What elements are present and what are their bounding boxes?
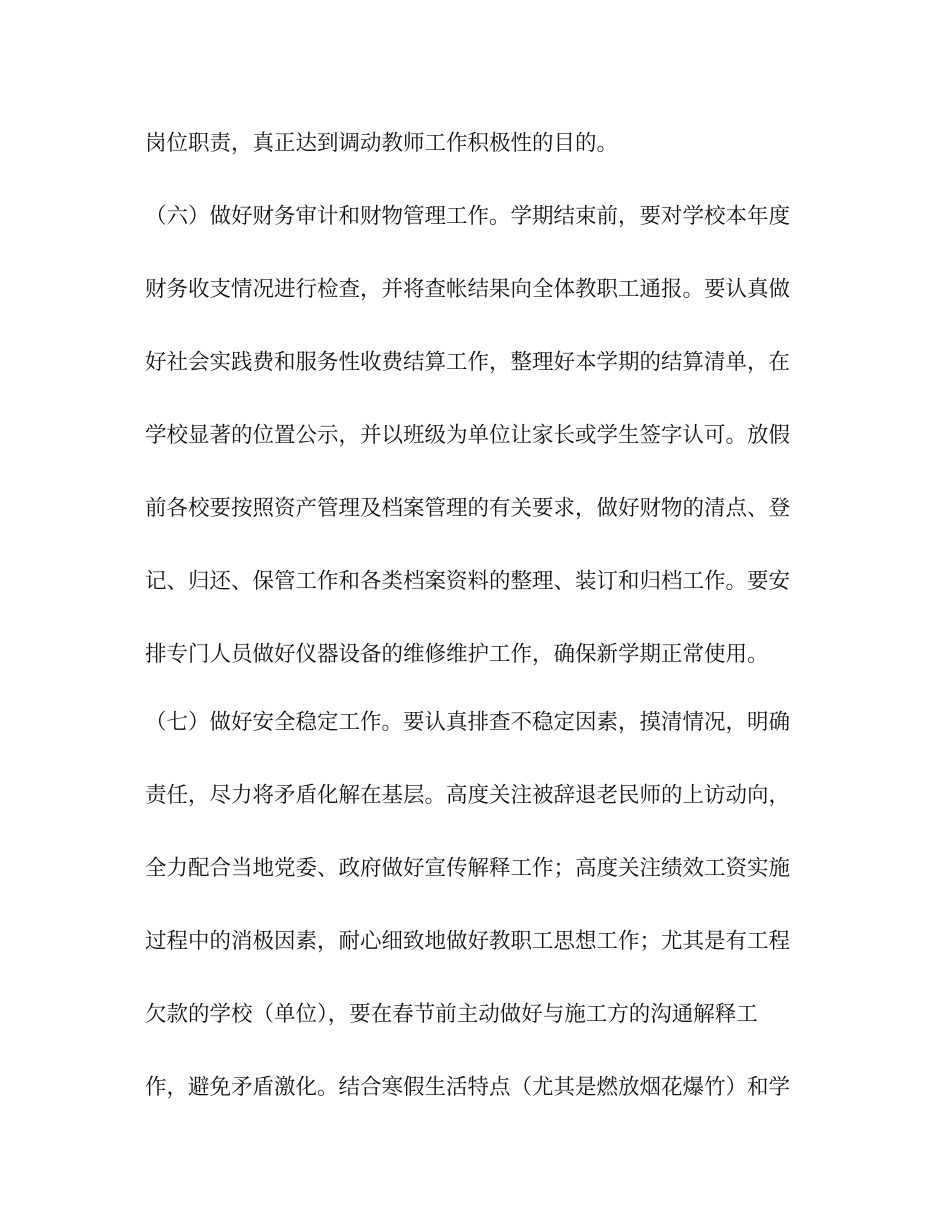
paragraph-line: 学校显著的位置公示，并以班级为单位让家长或学生签字认可。放假: [145, 423, 791, 448]
paragraph-line: 排专门人员做好仪器设备的维修维护工作，确保新学期正常使用。: [145, 642, 769, 667]
paragraph-line: 作，避免矛盾激化。结合寒假生活特点（尤其是燃放烟花爆竹）和学: [145, 1075, 791, 1100]
paragraph-line: 好社会实践费和服务性收费结算工作，整理好本学期的结算清单，在: [145, 350, 791, 375]
paragraph-line: 前各校要按照资产管理及档案管理的有关要求，做好财物的清点、登: [145, 496, 791, 521]
paragraph-line: 记、归还、保管工作和各类档案资料的整理、装订和归档工作。要安: [145, 569, 791, 594]
paragraph-line: （七）做好安全稳定工作。要认真排查不稳定因素，摸清情况，明确: [145, 710, 791, 735]
paragraph-line: 岗位职责，真正达到调动教师工作积极性的目的。: [145, 131, 619, 156]
paragraph-line: 全力配合当地党委、政府做好宣传解释工作；高度关注绩效工资实施: [145, 856, 791, 881]
paragraph-line: 财务收支情况进行检查，并将查帐结果向全体教职工通报。要认真做: [145, 277, 791, 302]
paragraph-line: 过程中的消极因素，耐心细致地做好教职工思想工作；尤其是有工程: [145, 929, 791, 954]
paragraph-line: 责任，尽力将矛盾化解在基层。高度关注被辞退老民师的上访动向，: [145, 783, 791, 808]
paragraph-line: （六）做好财务审计和财物管理工作。学期结束前，要对学校本年度: [145, 204, 791, 229]
paragraph-line: 欠款的学校（单位），要在春节前主动做好与施工方的沟通解释工: [145, 1002, 758, 1027]
